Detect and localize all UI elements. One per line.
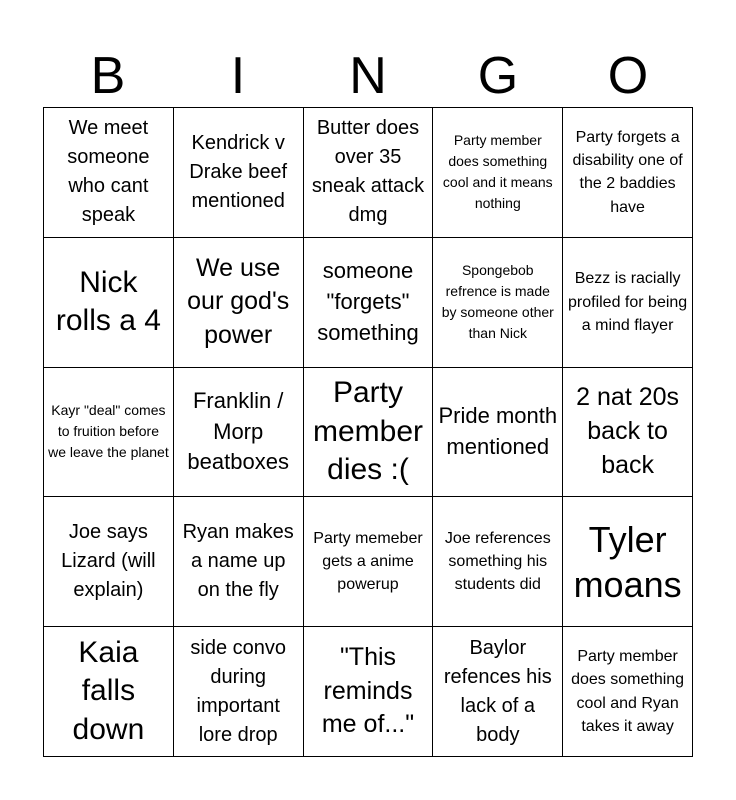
cell-text: Joe says Lizard (will explain) [61, 521, 156, 602]
bingo-cell[interactable] [563, 497, 693, 627]
bingo-cell[interactable] [304, 497, 434, 627]
bingo-cell[interactable] [174, 108, 304, 238]
cell-text: Kayr "deal" comes to fruition before we leave the planet [48, 402, 169, 461]
cell-text: Party memeber gets a anime powerup [313, 530, 423, 594]
bingo-cell[interactable] [174, 627, 304, 757]
cell-text: Joe references something his students did [444, 530, 551, 594]
bingo-board [43, 107, 693, 757]
cell-text: Butter does over 35 sneak attack dmg [311, 117, 425, 227]
bingo-cell[interactable] [304, 368, 434, 498]
cell-text: Nick rolls a 4 [55, 265, 161, 338]
cell-text: 2 nat 20s back to back [576, 383, 680, 479]
bingo-cell[interactable] [563, 238, 693, 368]
bingo-cell[interactable] [563, 627, 693, 757]
cell-text: Bezz is racially profiled for being a mind flayer [568, 270, 688, 334]
header-letter-o: O [607, 47, 649, 105]
bingo-cell[interactable] [44, 497, 174, 627]
header-letter-b: B [90, 47, 126, 105]
bingo-cell[interactable] [44, 368, 174, 498]
cell-text: Tyler moans [573, 518, 682, 605]
bingo-cell[interactable] [304, 627, 434, 757]
bingo-cell[interactable] [563, 368, 693, 498]
cell-text: Party member dies :( [312, 376, 423, 487]
cell-text: Party member does something cool and Ryan takes it away [571, 648, 685, 735]
bingo-cell[interactable] [433, 108, 563, 238]
cell-text: Kaia falls down [72, 636, 145, 746]
bingo-cell[interactable] [433, 238, 563, 368]
cell-text: Party member does something cool and it means nothing [442, 132, 553, 212]
cell-text: Party forgets a disability one of the 2 baddies have [572, 129, 683, 216]
cell-text: We meet someone who cant speak [67, 117, 150, 227]
bingo-cell[interactable] [433, 368, 563, 498]
cell-text: Spongebob refrence is made by someone other than Nick [441, 262, 554, 342]
bingo-cell[interactable] [174, 497, 304, 627]
header-letter-i: I [230, 47, 246, 105]
cell-text: Pride month mentioned [438, 403, 558, 459]
bingo-cell[interactable] [433, 627, 563, 757]
cell-text: Kendrick v Drake beef mentioned [189, 131, 288, 212]
bingo-cell[interactable] [563, 108, 693, 238]
bingo-cell[interactable] [44, 627, 174, 757]
bingo-cell[interactable] [304, 108, 434, 238]
bingo-cell[interactable] [44, 108, 174, 238]
cell-text: We use our god's power [187, 253, 290, 350]
bingo-cell[interactable] [44, 238, 174, 368]
header-letter-g: G [477, 47, 519, 105]
bingo-cell[interactable] [174, 368, 304, 498]
cell-text: Baylor refences his lack of a body [443, 636, 552, 746]
bingo-cell[interactable] [433, 497, 563, 627]
cell-text: Ryan makes a name up on the fly [182, 521, 294, 602]
bingo-cell[interactable] [304, 238, 434, 368]
bingo-header [43, 45, 693, 107]
cell-text: side convo during important lore drop [190, 636, 286, 746]
cell-text: someone "forgets" something [317, 258, 419, 345]
bingo-cell[interactable] [174, 238, 304, 368]
cell-text: "This reminds me of..." [321, 642, 415, 739]
cell-text: Franklin / Morp beatboxes [187, 387, 289, 475]
header-letter-n: N [349, 47, 387, 105]
